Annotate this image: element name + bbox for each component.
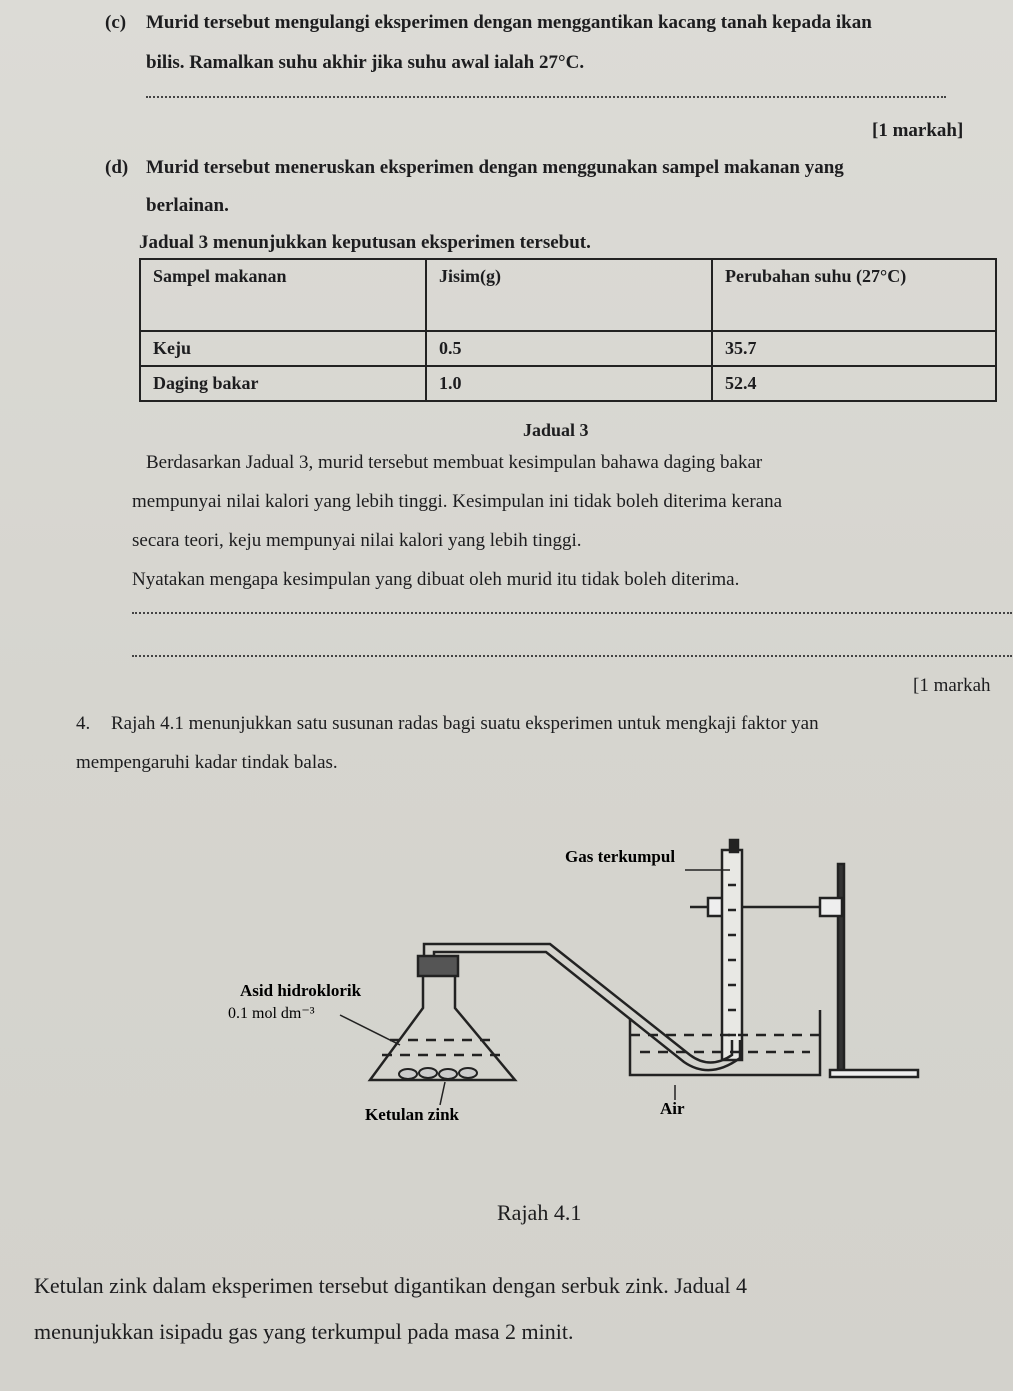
label-pointers xyxy=(340,870,730,1105)
q4-after2: menunjukkan isipadu gas yang terkumpul pada masa 2 minit. xyxy=(34,1319,574,1344)
header-temp-change: Perubahan suhu (27°C) xyxy=(712,259,996,331)
conical-flask xyxy=(370,956,515,1080)
q4-number: 4. xyxy=(76,713,91,734)
header-sample: Sampel makanan xyxy=(140,259,426,331)
apparatus-diagram xyxy=(220,830,940,1160)
q-d-label: (d) xyxy=(105,157,129,178)
gas-collected-label: Gas terkumpul xyxy=(565,847,676,866)
q4-line1: Rajah 4.1 menunjukkan satu susunan radas bagi suatu eksperimen untuk mengkaji faktor yan xyxy=(111,713,819,734)
header-mass: Jisim(g) xyxy=(426,259,712,331)
table-caption: Jadual 3 xyxy=(523,420,589,440)
cell-temp-change: 35.7 xyxy=(712,331,996,366)
answer-line-d-1[interactable] xyxy=(132,612,1012,614)
answer-line-c[interactable] xyxy=(146,96,946,98)
q-d-line1: Murid tersebut meneruskan eksperimen dengan menggunakan sampel makanan yang xyxy=(146,157,844,178)
zinc-lumps xyxy=(399,1068,477,1079)
cell-mass: 0.5 xyxy=(426,331,712,366)
q-d-para1: Berdasarkan Jadual 3, murid tersebut membuat kesimpulan bahawa daging bakar xyxy=(146,452,763,473)
q-d-marks: [1 markah xyxy=(913,675,991,696)
answer-line-d-2[interactable] xyxy=(132,655,1012,657)
acid-label: Asid hidroklorik xyxy=(240,981,362,1000)
results-table xyxy=(139,258,997,402)
q-c-line1: Murid tersebut mengulangi eksperimen dengan menggantikan kacang tanah kepada ikan xyxy=(146,12,872,33)
q-d-line2: berlainan. xyxy=(146,195,229,216)
cell-sample: Daging bakar xyxy=(140,366,426,401)
q-c-label: (c) xyxy=(105,12,127,33)
delivery-tube xyxy=(424,944,740,1070)
q-d-para2: mempunyai nilai kalori yang lebih tinggi. Kesimpulan ini tidak boleh diterima kerana xyxy=(132,491,783,512)
table-header-row xyxy=(140,259,996,331)
zinc-label: Ketulan zink xyxy=(365,1105,459,1124)
q-d-prompt: Nyatakan mengapa kesimpulan yang dibuat oleh murid itu tidak boleh diterima. xyxy=(132,569,740,590)
cell-temp-change: 52.4 xyxy=(712,366,996,401)
table-row xyxy=(140,331,996,366)
water-label: Air xyxy=(660,1099,685,1118)
table-intro: Jadual 3 menunjukkan keputusan eksperimen tersebut. xyxy=(139,232,591,253)
table-row xyxy=(140,366,996,401)
q-c-marks: [1 markah] xyxy=(872,120,964,141)
cell-mass: 1.0 xyxy=(426,366,712,401)
burette xyxy=(722,840,742,1060)
acid-concentration-label: 0.1 mol dm⁻³ xyxy=(228,1005,315,1022)
q-c-line2: bilis. Ramalkan suhu akhir jika suhu awal ialah 27°C. xyxy=(146,52,585,73)
q4-line2: mempengaruhi kadar tindak balas. xyxy=(76,752,338,773)
cell-sample: Keju xyxy=(140,331,426,366)
q4-after1: Ketulan zink dalam eksperimen tersebut digantikan dengan serbuk zink. Jadual 4 xyxy=(34,1273,747,1298)
diagram-caption: Rajah 4.1 xyxy=(497,1200,582,1225)
q-d-para3: secara teori, keju mempunyai nilai kalori yang lebih tinggi. xyxy=(132,530,582,551)
